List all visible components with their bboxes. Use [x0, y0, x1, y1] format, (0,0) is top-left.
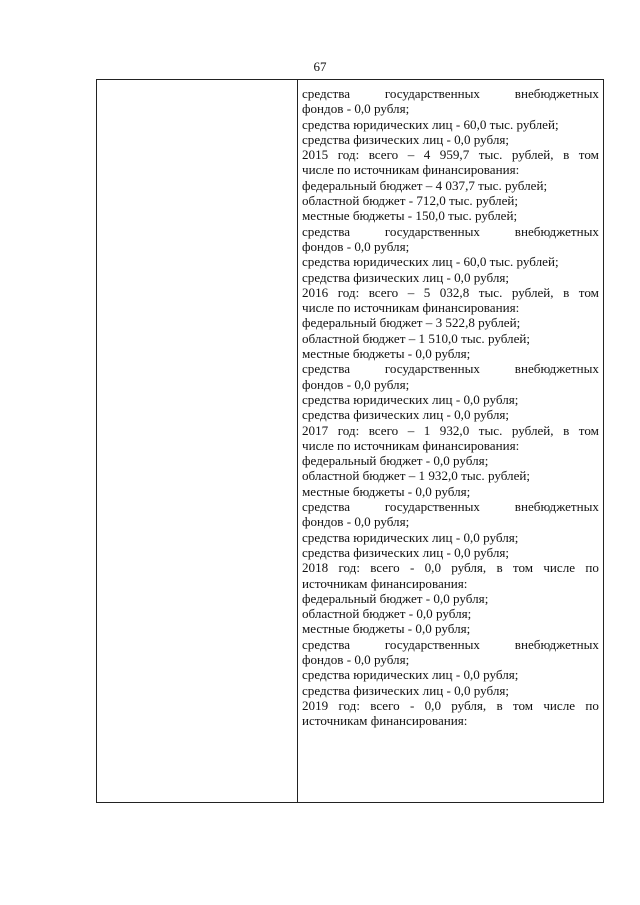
text-line: [302, 560, 599, 575]
text-line: числе по источникам финансирования:: [302, 437, 520, 453]
word: рубля,: [451, 697, 487, 713]
text-line: областной бюджет - 712,0 тыс. рублей;: [302, 193, 519, 209]
word: рублей,: [511, 147, 554, 163]
word: 0,0: [424, 697, 441, 713]
word: -: [409, 697, 415, 713]
word: 032,8: [439, 284, 470, 300]
word: всего: [370, 697, 400, 713]
word: средства: [302, 86, 351, 101]
word: всего: [370, 560, 400, 576]
word: 2018: [302, 560, 329, 576]
text-line: средства физических лиц - 0,0 рубля;: [302, 544, 510, 560]
text-line: областной бюджет – 1 932,0 тыс. рублей;: [302, 468, 531, 484]
word: –: [407, 422, 415, 438]
word: том: [578, 422, 599, 438]
text-line: [302, 499, 599, 514]
text-line: местные бюджеты - 0,0 рубля;: [302, 483, 471, 499]
word: тыс.: [478, 284, 503, 300]
word: по: [585, 697, 599, 713]
text-line: фондов - 0,0 рубля;: [302, 238, 410, 254]
text-line: средства физических лиц - 0,0 рубля;: [302, 407, 510, 423]
text-line: [302, 423, 599, 438]
word: рубля,: [451, 560, 487, 576]
word: государственных: [384, 636, 480, 652]
word: средства: [302, 361, 351, 377]
word: том: [512, 697, 534, 713]
word: том: [512, 560, 534, 576]
text-line: областной бюджет - 0,0 рубля;: [302, 606, 472, 622]
word: внебюджетных: [514, 361, 599, 377]
text-line: средства юридических лиц - 60,0 тыс. рублей;: [302, 254, 559, 270]
word: том: [578, 147, 599, 163]
word: тыс.: [478, 147, 503, 163]
text-line: [302, 86, 599, 101]
word: 1: [423, 422, 431, 438]
word: 932,0: [439, 422, 470, 438]
word: всего: [368, 422, 399, 438]
text-line: фондов - 0,0 рубля;: [302, 101, 410, 117]
word: государственных: [384, 499, 480, 515]
text-line: числе по источникам финансирования:: [302, 300, 520, 316]
word: 0,0: [424, 560, 441, 576]
word: внебюджетных: [514, 499, 599, 515]
text-line: источникам финансирования:: [302, 713, 468, 729]
text-line: средства физических лиц - 0,0 рубля;: [302, 269, 510, 285]
word: 2017: [302, 422, 329, 438]
word: числе: [543, 560, 576, 576]
word: внебюджетных: [514, 636, 599, 652]
word: рублей,: [511, 284, 554, 300]
word: средства: [302, 636, 351, 652]
word: год:: [337, 284, 360, 300]
word: 959,7: [439, 147, 470, 163]
word: 2015: [302, 147, 329, 163]
text-line: [302, 285, 599, 300]
word: внебюджетных: [514, 86, 599, 101]
word: государственных: [384, 86, 480, 101]
word: -: [409, 560, 415, 576]
table-right-column: [298, 80, 603, 802]
word: в: [563, 422, 570, 438]
text-line: фондов - 0,0 рубля;: [302, 376, 410, 392]
text-line: [302, 637, 599, 652]
text-line: средства юридических лиц - 0,0 рубля;: [302, 667, 519, 683]
word: внебюджетных: [514, 223, 599, 239]
word: 4: [423, 147, 431, 163]
word: 5: [423, 284, 431, 300]
word: всего: [368, 147, 399, 163]
word: 2016: [302, 284, 329, 300]
text-line: фондов - 0,0 рубля;: [302, 514, 410, 530]
word: в: [496, 560, 503, 576]
word: том: [578, 284, 599, 300]
word: тыс.: [478, 422, 503, 438]
word: государственных: [384, 223, 480, 239]
text-line: средства юридических лиц - 60,0 тыс. рублей;: [302, 116, 559, 132]
word: –: [407, 284, 415, 300]
text-line: федеральный бюджет – 3 522,8 рублей;: [302, 315, 521, 331]
text-line: [302, 147, 599, 162]
word: всего: [368, 284, 399, 300]
word: год:: [337, 422, 360, 438]
word: средства: [302, 223, 351, 239]
text-line: средства юридических лиц - 0,0 рубля;: [302, 391, 519, 407]
word: год:: [337, 147, 360, 163]
word: 2019: [302, 697, 329, 713]
text-line: средства юридических лиц - 0,0 рубля;: [302, 529, 519, 545]
text-line: местные бюджеты - 150,0 тыс. рублей;: [302, 208, 518, 224]
word: год:: [338, 560, 360, 576]
text-line: фондов - 0,0 рубля;: [302, 651, 410, 667]
text-line: местные бюджеты - 0,0 рубля;: [302, 621, 471, 637]
word: в: [563, 147, 570, 163]
word: по: [585, 560, 599, 576]
text-line: местные бюджеты - 0,0 рубля;: [302, 346, 471, 362]
word: в: [496, 697, 503, 713]
text-line: федеральный бюджет - 0,0 рубля;: [302, 590, 489, 606]
text-line: числе по источникам финансирования:: [302, 162, 520, 178]
funding-table: [96, 79, 604, 803]
page-number: 67: [313, 59, 327, 74]
word: рублей,: [511, 422, 554, 438]
text-line: федеральный бюджет - 0,0 рубля;: [302, 453, 489, 469]
word: государственных: [384, 361, 480, 377]
word: в: [563, 284, 570, 300]
table-left-column: [97, 80, 298, 802]
text-line: [302, 224, 599, 239]
text-line: источникам финансирования:: [302, 575, 468, 591]
text-line: средства физических лиц - 0,0 рубля;: [302, 131, 510, 147]
text-line: средства физических лиц - 0,0 рубля;: [302, 682, 510, 698]
word: средства: [302, 499, 351, 515]
text-line: [302, 698, 599, 713]
text-line: [302, 361, 599, 376]
word: числе: [543, 697, 576, 713]
word: –: [407, 147, 415, 163]
text-line: федеральный бюджет – 4 037,7 тыс. рублей;: [302, 177, 548, 193]
word: год:: [338, 697, 360, 713]
text-line: областной бюджет – 1 510,0 тыс. рублей;: [302, 330, 531, 346]
